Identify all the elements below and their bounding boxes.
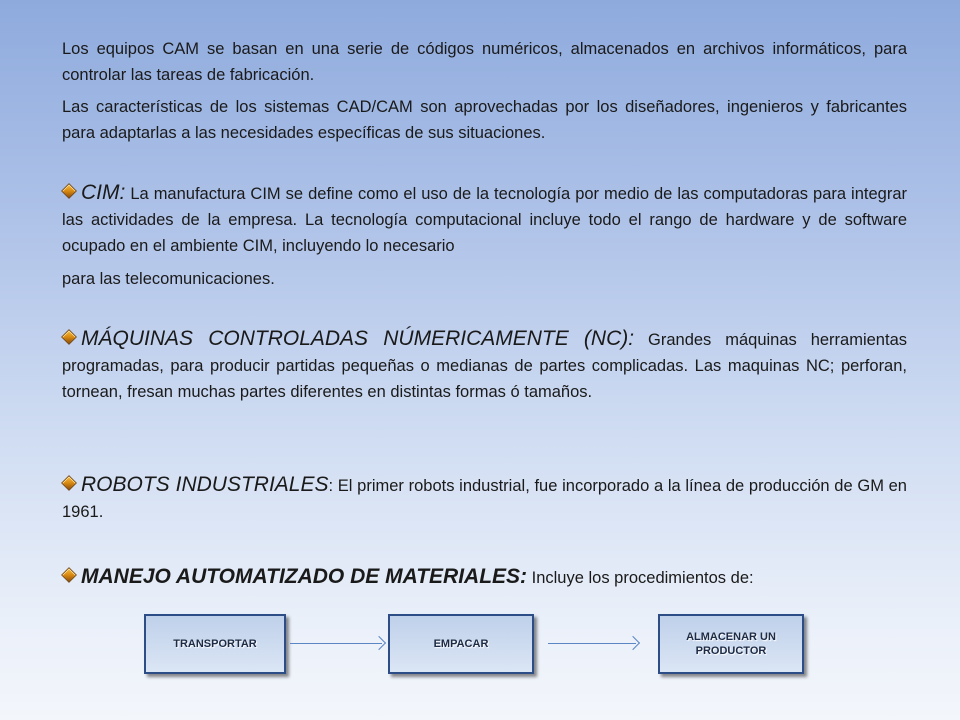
flow-arrow-2: [548, 643, 636, 644]
diamond-bullet-icon: [61, 329, 77, 345]
bullet-materials-text: Incluye los procedimientos de:: [527, 569, 754, 587]
flow-step-almacenar-label: ALMACENAR UN PRODUCTOR: [686, 631, 776, 657]
bullet-nc-title: MÁQUINAS CONTROLADAS NÚMERICAMENTE (NC):: [81, 327, 635, 350]
bullet-cim-continuation: para las telecomunicaciones.: [62, 270, 275, 288]
diamond-bullet-icon: [61, 183, 77, 199]
flow-arrow-1: [290, 643, 382, 644]
bullet-robots-title: ROBOTS INDUSTRIALES: [81, 473, 329, 496]
flow-step-empacar: [388, 614, 534, 674]
diamond-bullet-icon: [61, 567, 77, 583]
flow-step-transportar-label: TRANSPORTAR: [173, 638, 257, 650]
intro-paragraph-2: Las características de los sistemas CAD/CAM son aprovechadas por los diseñadores, ingenieros y fabricantes para adaptarlas a las necesidades específicas de sus situaciones.: [62, 98, 907, 142]
diamond-bullet-icon: [61, 475, 77, 491]
bullet-robots: [62, 472, 907, 525]
intro-paragraph-1: Los equipos CAM se basan en una serie de códigos numéricos, almacenados en archivos informáticos, para controlar las tareas de fabricación.: [62, 40, 907, 84]
bullet-materials-title: MANEJO AUTOMATIZADO DE MATERIALES:: [81, 565, 528, 588]
bullet-cim-text: La manufactura CIM se define como el uso de la tecnología por medio de las computadoras para integrar las actividades de la empresa. La tecnología computacional incluye todo el rango de hardware y de software ocupado en el ambiente CIM, incluyendo lo necesario: [62, 185, 907, 255]
bullet-nc-text: Grandes máquinas herramientas programadas, para producir partidas pequeñas o medianas de partes complicadas. Las maquinas NC; perforan, tornean, fresan muchas partes diferentes en distintas formas ó tamaños.: [62, 331, 907, 401]
flow-step-transportar: [144, 614, 286, 674]
bullet-materials: [62, 564, 907, 591]
flow-step-almacenar: [658, 614, 804, 674]
bullet-cim-title: CIM:: [81, 181, 126, 204]
bullet-cim: [62, 180, 907, 259]
flow-step-empacar-label: EMPACAR: [433, 638, 489, 650]
bullet-robots-text: : El primer robots industrial, fue incorporado a la línea de producción de GM en 1961.: [62, 477, 907, 521]
bullet-nc-machines: [62, 326, 907, 405]
